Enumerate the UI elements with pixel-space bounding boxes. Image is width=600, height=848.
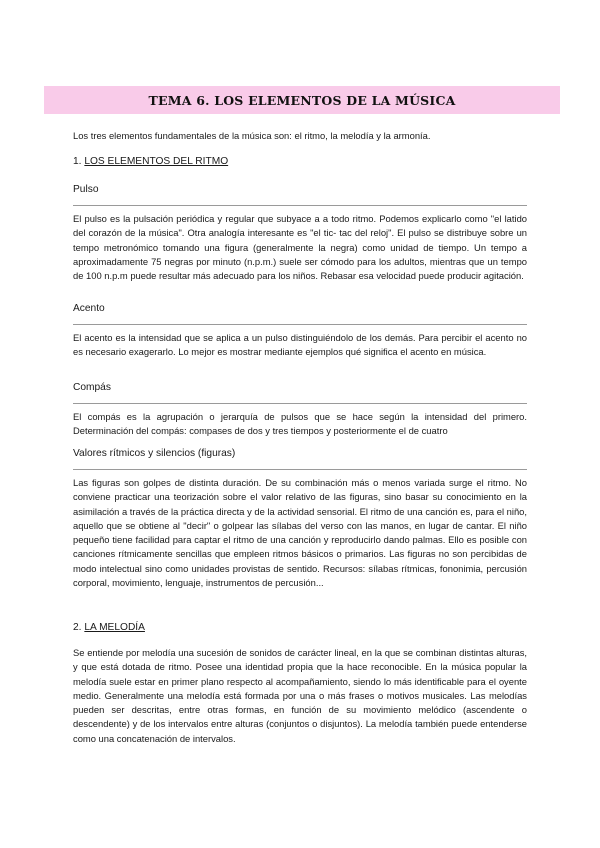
subsection-valores (73, 447, 527, 590)
valores-label: Valores rítmicos y silencios (figuras) (73, 448, 236, 459)
divider (73, 469, 527, 470)
section-1-heading (73, 155, 527, 169)
pulso-paragraph: El pulso es la pulsación periódica y regular que subyace a a todo ritmo. Podemos explicarlo como "el latido del corazón de la música". Otra analogía interesante es "el tic- tac del reloj". El pulso se distribuye sobre un tempo metronómico tomando una figura (generalmente la negra) como unidad de tiempo. Un tempo a aproximadamente 75 negras por minuto (n.p.m.) suele ser cómodo para los adultos, mientras que un tempo de 100 n.p.m puede resultar más adecuado para los niños. Rebasar esa velocidad puede producir agitación. (73, 213, 527, 282)
compas-paragraph: El compás es la agrupación o jerarquía de pulsos que se hace según la intensidad del primero. Determinación del compás: compases de dos y tres tiempos y posteriormente el de cuatro (73, 411, 527, 437)
title-banner (44, 86, 560, 114)
intro-paragraph: Los tres elementos fundamentales de la música son: el ritmo, la melodía y la armonía. (73, 130, 431, 141)
subsection-pulso (73, 183, 527, 283)
subsection-compas (73, 381, 527, 439)
acento-label: Acento (73, 303, 105, 314)
subsection-acento (73, 302, 527, 360)
divider (73, 324, 527, 325)
divider (73, 403, 527, 404)
section-2-heading (73, 621, 527, 635)
compas-label: Compás (73, 382, 111, 393)
page-title: TEMA 6. LOS ELEMENTOS DE LA MÚSICA (148, 92, 456, 108)
section-2-number: 2. (73, 622, 82, 633)
pulso-label: Pulso (73, 184, 99, 195)
divider (73, 205, 527, 206)
section-1-title: LOS ELEMENTOS DEL RITMO (84, 156, 229, 167)
melodia-paragraph: Se entiende por melodía una sucesión de sonidos de carácter lineal, en la que se combinan distintas alturas, y que está dotada de ritmo. Posee una identidad propia que la hace reconocible. En la música popular la melodía suele estar en primer plano respecto al acompañamiento, siendo lo más identificable para el oyente medio. Generalmente una melodía está formada por una o más frases o motivos musicales. Las melodías pueden ser descritas, entre otras formas, en función de su movimiento melódico (ascendente o descendente) y de los intervalos entre alturas (conjuntos o disjuntos). La melodía también puede entenderse como una concatenación de intervalos. (73, 647, 527, 744)
section-1-number: 1. (73, 156, 82, 167)
section-2-title: LA MELODÍA (84, 622, 145, 633)
valores-paragraph: Las figuras son golpes de distinta duración. De su combinación más o menos variada surge el ritmo. No conviene practicar una teorización sobre el valor relativo de las figuras, sino basar su conocimiento en la asimilación a través de la práctica directa y de la actividad sensorial. El ritmo de una canción es, para el niño, aquello que se obtiene al "decir" o golpear las sílabas del verso con las manos, en lugar de cantar. El niño pequeño tiene facilidad para captar el ritmo de una canción y reproducirlo dando palmas. Ello es posible con canciones rítmicamente sencillas que empleen ritmos básicos o primarios. Las figuras no son percibidas de modo intelectual sino como unidades provistas de sentido. Recursos: sílabas rítmicas, fononimia, percusión corporal, movimiento, lenguaje, instrumentos de percusión... (73, 477, 527, 589)
acento-paragraph: El acento es la intensidad que se aplica a un pulso distinguiéndolo de los demás. Para percibir el acento no es necesario exagerarlo. Lo mejor es mostrar mediante ejemplos qué significa el acento en música. (73, 332, 527, 358)
